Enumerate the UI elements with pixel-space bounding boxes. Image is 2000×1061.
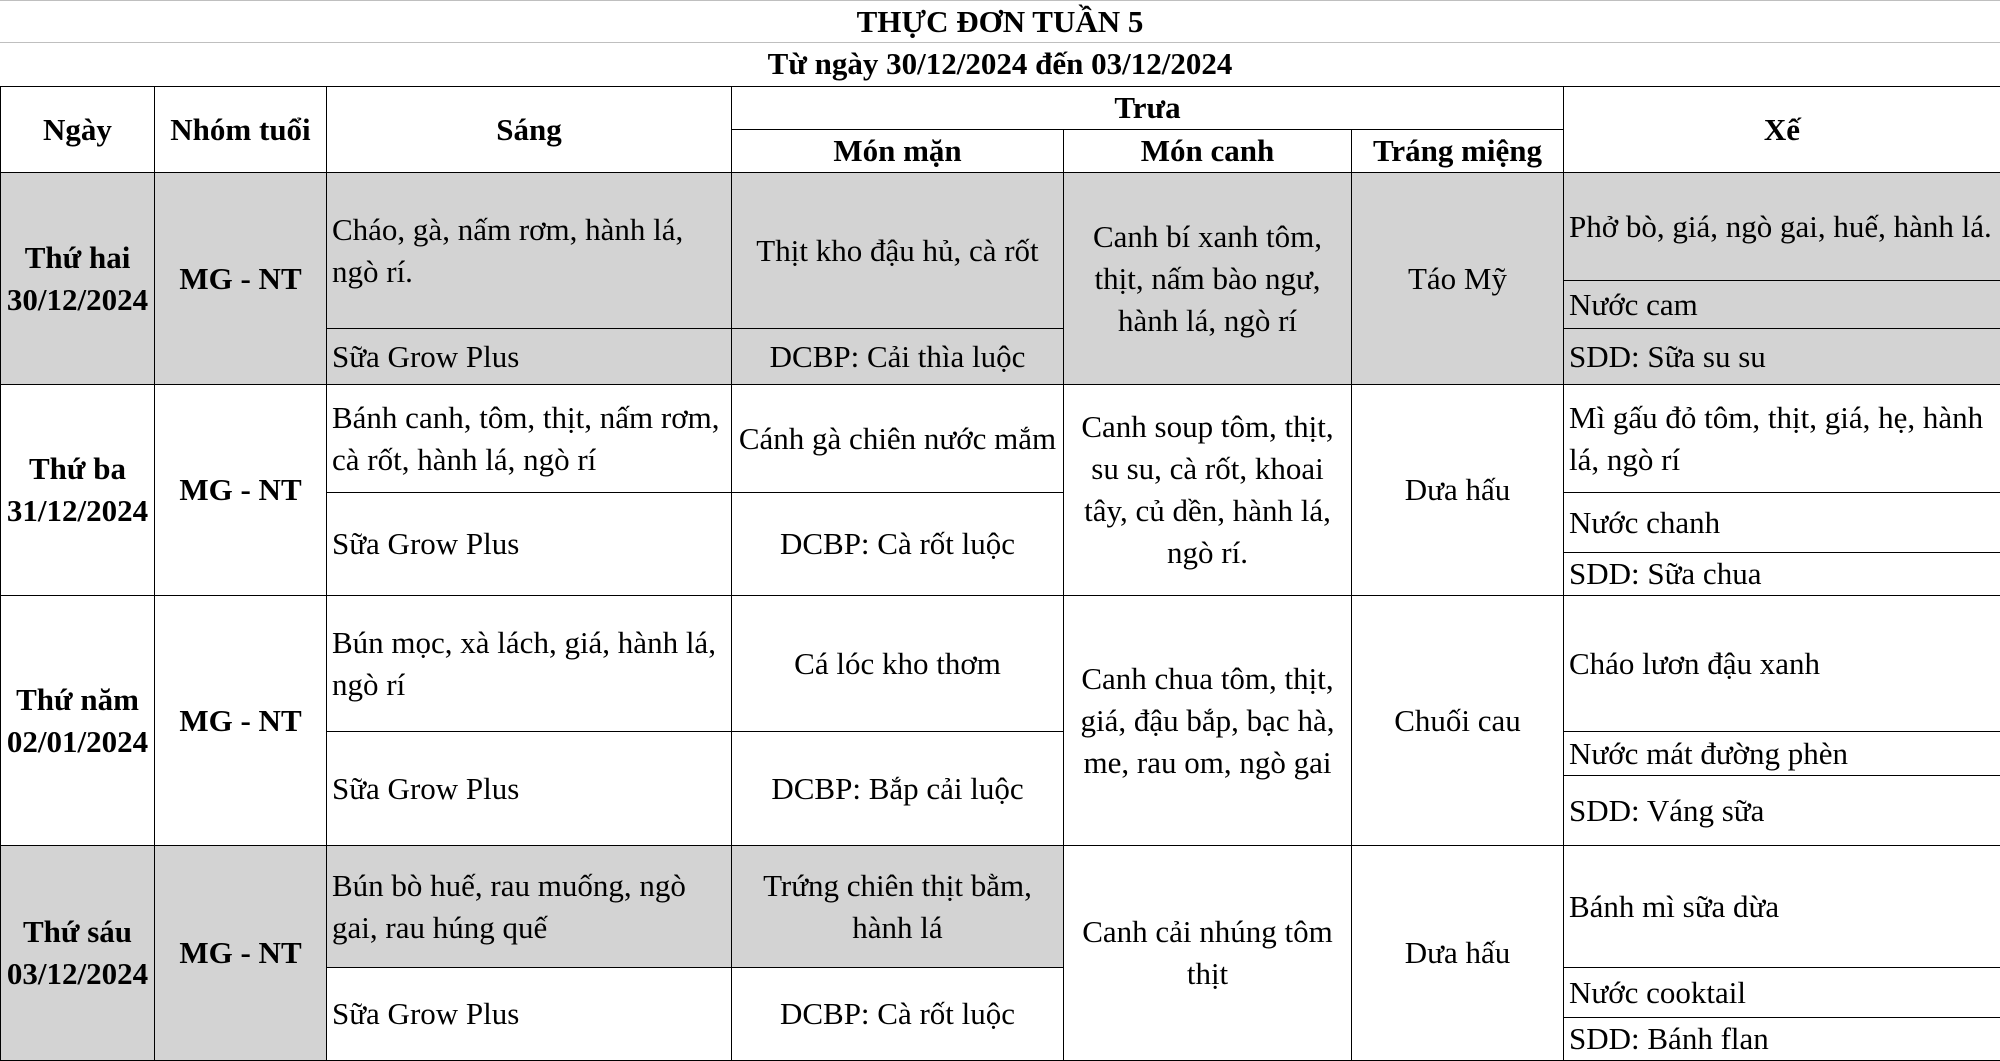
- milk-cell: Sữa Grow Plus: [327, 732, 732, 846]
- snack-cell: Cháo lươn đậu xanh: [1564, 596, 2000, 732]
- snack-drink-cell: Nước cooktail: [1564, 968, 2000, 1018]
- menu-table: [0, 86, 2000, 1061]
- main-dish-cell: Cánh gà chiên nước mắm: [732, 385, 1064, 493]
- sdd-cell: SDD: Sữa su su: [1564, 329, 2000, 385]
- breakfast-cell: Bún mọc, xà lách, giá, hành lá, ngò rí: [327, 596, 732, 732]
- dessert-cell: Chuối cau: [1352, 596, 1564, 846]
- side-dish-cell: DCBP: Cà rốt luộc: [732, 968, 1064, 1061]
- main-dish-cell: Thịt kho đậu hủ, cà rốt: [732, 173, 1064, 329]
- side-dish-cell: DCBP: Bắp cải luộc: [732, 732, 1064, 846]
- sdd-cell: SDD: Váng sữa: [1564, 776, 2000, 846]
- main-dish-cell: Cá lóc kho thơm: [732, 596, 1064, 732]
- soup-cell: Canh cải nhúng tôm thịt: [1064, 846, 1352, 1061]
- age-group-cell: MG - NT: [155, 385, 327, 596]
- dessert-cell: Táo Mỹ: [1352, 173, 1564, 385]
- day-cell: Thứ ba 31/12/2024: [1, 385, 155, 596]
- side-dish-cell: DCBP: Cải thìa luộc: [732, 329, 1064, 385]
- breakfast-cell: Cháo, gà, nấm rơm, hành lá, ngò rí.: [327, 173, 732, 329]
- sdd-cell: SDD: Sữa chua: [1564, 553, 2000, 596]
- snack-drink-cell: Nước chanh: [1564, 493, 2000, 553]
- col-header-mon-man: Món mặn: [732, 130, 1064, 173]
- day-cell: Thứ hai 30/12/2024: [1, 173, 155, 385]
- sdd-cell: SDD: Bánh flan: [1564, 1018, 2000, 1061]
- soup-cell: Canh soup tôm, thịt, su su, cà rốt, khoai tây, củ dền, hành lá, ngò rí.: [1064, 385, 1352, 596]
- dessert-cell: Dưa hấu: [1352, 846, 1564, 1061]
- age-group-cell: MG - NT: [155, 596, 327, 846]
- day-cell: Thứ sáu 03/12/2024: [1, 846, 155, 1061]
- breakfast-cell: Bánh canh, tôm, thịt, nấm rơm, cà rốt, hành lá, ngò rí: [327, 385, 732, 493]
- col-header-trang-mieng: Tráng miệng: [1352, 130, 1564, 173]
- snack-cell: Mì gấu đỏ tôm, thịt, giá, hẹ, hành lá, ngò rí: [1564, 385, 2000, 493]
- side-dish-cell: DCBP: Cà rốt luộc: [732, 493, 1064, 596]
- table-row: [1, 385, 2000, 493]
- page-title: THỰC ĐƠN TUẦN 5: [0, 0, 2000, 43]
- snack-cell: Phở bò, giá, ngò gai, huế, hành lá.: [1564, 173, 2000, 281]
- col-header-mon-canh: Món canh: [1064, 130, 1352, 173]
- main-dish-cell: Trứng chiên thịt bằm, hành lá: [732, 846, 1064, 968]
- table-row: [1, 596, 2000, 732]
- breakfast-cell: Bún bò huế, rau muống, ngò gai, rau húng quế: [327, 846, 732, 968]
- milk-cell: Sữa Grow Plus: [327, 329, 732, 385]
- dessert-cell: Dưa hấu: [1352, 385, 1564, 596]
- snack-cell: Bánh mì sữa dừa: [1564, 846, 2000, 968]
- snack-drink-cell: Nước cam: [1564, 281, 2000, 329]
- snack-drink-cell: Nước mát đường phèn: [1564, 732, 2000, 776]
- soup-cell: Canh chua tôm, thịt, giá, đậu bắp, bạc hà, me, rau om, ngò gai: [1064, 596, 1352, 846]
- col-header-xe: Xế: [1564, 87, 2000, 173]
- table-row: [1, 846, 2000, 968]
- col-header-sang: Sáng: [327, 87, 732, 173]
- day-cell: Thứ năm 02/01/2024: [1, 596, 155, 846]
- col-header-trua: Trưa: [732, 87, 1564, 130]
- col-header-ngay: Ngày: [1, 87, 155, 173]
- age-group-cell: MG - NT: [155, 173, 327, 385]
- milk-cell: Sữa Grow Plus: [327, 493, 732, 596]
- col-header-nhom-tuoi: Nhóm tuổi: [155, 87, 327, 173]
- table-row: [1, 173, 2000, 281]
- header-row-1: [1, 87, 2000, 130]
- age-group-cell: MG - NT: [155, 846, 327, 1061]
- date-range: Từ ngày 30/12/2024 đến 03/12/2024: [0, 42, 2000, 85]
- soup-cell: Canh bí xanh tôm, thịt, nấm bào ngư, hành lá, ngò rí: [1064, 173, 1352, 385]
- milk-cell: Sữa Grow Plus: [327, 968, 732, 1061]
